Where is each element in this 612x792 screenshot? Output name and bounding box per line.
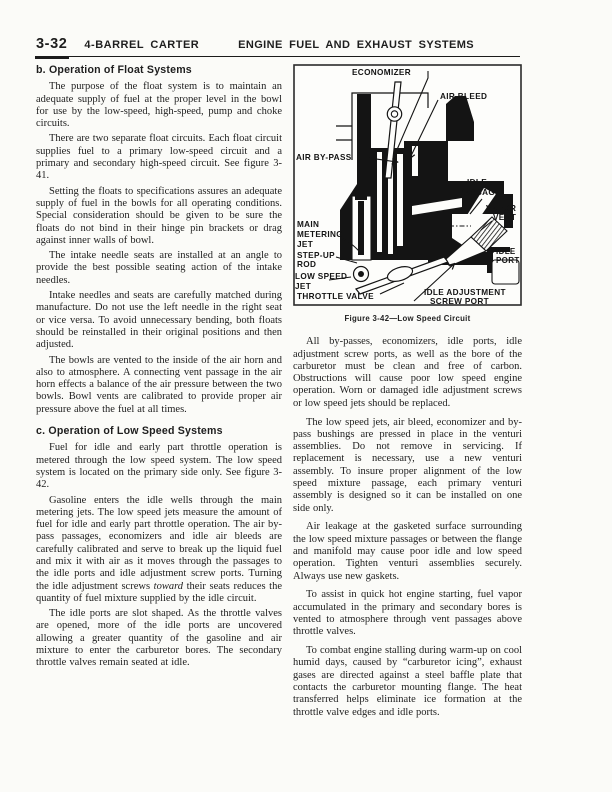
paragraph: To combat engine stalling during warm-up on cool humid days, caused by “carburetor icing”, exhaust gases are directed against a steel baffle plate that contacts the carburetor mounting flange. The heat transferred helps eliminate ice formation at the throttle valve edges and idle ports. <box>293 645 522 718</box>
paragraph: Fuel for idle and early part throttle operation is metered through the low speed system. The low speed system is located on the primary side only. See figure 3-42. <box>36 442 282 491</box>
label-air-by-pass: AIR BY-PASS <box>296 153 352 162</box>
paragraph-text: their seats reduces the quantity of fuel mixture supplied by the idle circuit. <box>36 580 282 604</box>
step-up-rod-part <box>358 201 364 255</box>
heading-low-speed-systems: c. Operation of Low Speed Systems <box>36 425 223 438</box>
choke-shaft <box>387 107 401 121</box>
label-throttle-valve: THROTTLE VALVE <box>297 292 374 301</box>
section-title: 4-BARREL CARTER <box>84 39 200 51</box>
chapter-title: ENGINE FUEL AND EXHAUST SYSTEMS <box>238 39 474 51</box>
figure-3-42 <box>293 64 522 325</box>
figure-caption: Figure 3-42—Low Speed Circuit <box>344 314 471 323</box>
label-vapor-vent: VAPOR <box>486 204 517 213</box>
paragraph: Setting the floats to specifications assures an adequate supply of fuel in the bowls for all operating conditions. Special consideration should be given to be sure the floats do not bind in their hinge pin brackets or drag against inner walls of bowl. <box>36 185 282 246</box>
label-idle-adjustment-screw-port: SCREW PORT <box>430 297 489 306</box>
right-column <box>293 64 522 754</box>
paragraph-text: Gasoline enters the idle wells through the main metering jets. The low speed jets measure the amount of fuel for idle and early part throttle operation. The air by-pass passages, economizers and idle air bleeds are carefully calibrated and serve to break up the liquid fuel and mix it with air as it moves through the passages to the idle ports and idle adjustment screw ports. Turning the idle adjustment screws <box>36 494 282 592</box>
paragraph: There are two separate float circuits. Each float circuit supplies fuel to a primary low-speed circuit and a primary and secondary high-speed circuit. See figure 3-41. <box>36 133 282 182</box>
label-air-bleed: AIR BLEED <box>440 92 488 101</box>
paragraph: The purpose of the float system is to maintain an adequate supply of fuel at the proper level in the bowl for use by the low-speed, high-speed, pump and choke circuits. <box>36 81 282 130</box>
label-idle-passage: IDLE <box>467 178 488 187</box>
label-economizer: ECONOMIZER <box>352 68 411 77</box>
rod-flange <box>355 196 367 200</box>
label-idle-port: PORT <box>496 256 520 265</box>
paragraph: All by-passes, economizers, idle ports, idle adjustment screw ports, as well as the bore of the carburetor must be clean and free of carbon. Obstructions will cause poor low speed engine operation. Worn or damaged idle adjustment screws or low speed jets should be replaced. <box>293 336 522 409</box>
label-idle-port: IDLE <box>496 247 516 256</box>
page-number: 3-32 <box>36 36 68 52</box>
left-column <box>36 64 282 742</box>
emphasized-word: toward <box>153 580 184 592</box>
paragraph: Intake needles and seats are carefully matched during manufacture. Do not use the left needle in the right seat or vice versa. To avoid unnecessary bending, both floats should be reinstalled in their original positions and then adjusted. <box>36 290 282 351</box>
paragraph <box>36 495 282 606</box>
right-column-text <box>293 336 522 719</box>
heading-float-systems: b. Operation of Float Systems <box>36 64 192 76</box>
label-main-metering-jet: MAIN <box>297 220 320 229</box>
label-low-speed-jet: JET <box>295 282 312 291</box>
label-idle-passage: PASSAGE <box>459 188 501 197</box>
paragraph: The low speed jets, air bleed, economizer and by-pass bushings are pressed in place in the venturi assemblies. Do not remove in servicing. If replacement is necessary, use a new venturi assembly. To insure proper alignment of the low speed mixture passage, each primary venturi assembly is designed so it can be installed on one side only. <box>293 416 522 514</box>
page-header <box>36 36 520 57</box>
label-vapor-vent: VENT <box>493 213 517 222</box>
label-main-metering-jet: JET <box>297 240 314 249</box>
paragraph: The intake needle seats are installed at an angle to provide the best possible seating action of the intake needles. <box>36 250 282 286</box>
label-step-up-rod: STEP-UP <box>297 251 335 260</box>
paragraph: Air leakage at the gasketed surface surrounding the low speed mixture passages or between the flange and manifold may cause poor idle and low speed operation. Tighten venturi assemblies securely. Always use new gaskets. <box>293 521 522 582</box>
label-step-up-rod: ROD <box>297 260 317 269</box>
low-speed-circuit-diagram <box>293 64 522 307</box>
jet-orifice <box>358 271 364 277</box>
paragraph: To assist in quick hot engine starting, fuel vapor accumulated in the primary and secondary bores is vented to atmosphere through vent passages above throttle valves. <box>293 589 522 638</box>
label-low-speed-jet: LOW SPEED <box>295 272 348 281</box>
label-idle-adjustment-screw-port: IDLE ADJUSTMENT <box>424 288 506 297</box>
label-main-metering-jet: METERING <box>297 230 344 239</box>
paragraph: The idle ports are slot shaped. As the throttle valves are opened, more of the idle ports are uncovered allowing a greater quantity of the gasoline and air mixture to enter the carburetor bores. The secondary throttle valves remain seated at idle. <box>36 608 282 669</box>
paragraph: The bowls are vented to the inside of the air horn and also to atmosphere. A connecting vent passage in the air horn effects a balance of the air pressure between the two bowls. Bowl vents are calibrated to provide proper air pressure above the fuel at all times. <box>36 354 282 415</box>
